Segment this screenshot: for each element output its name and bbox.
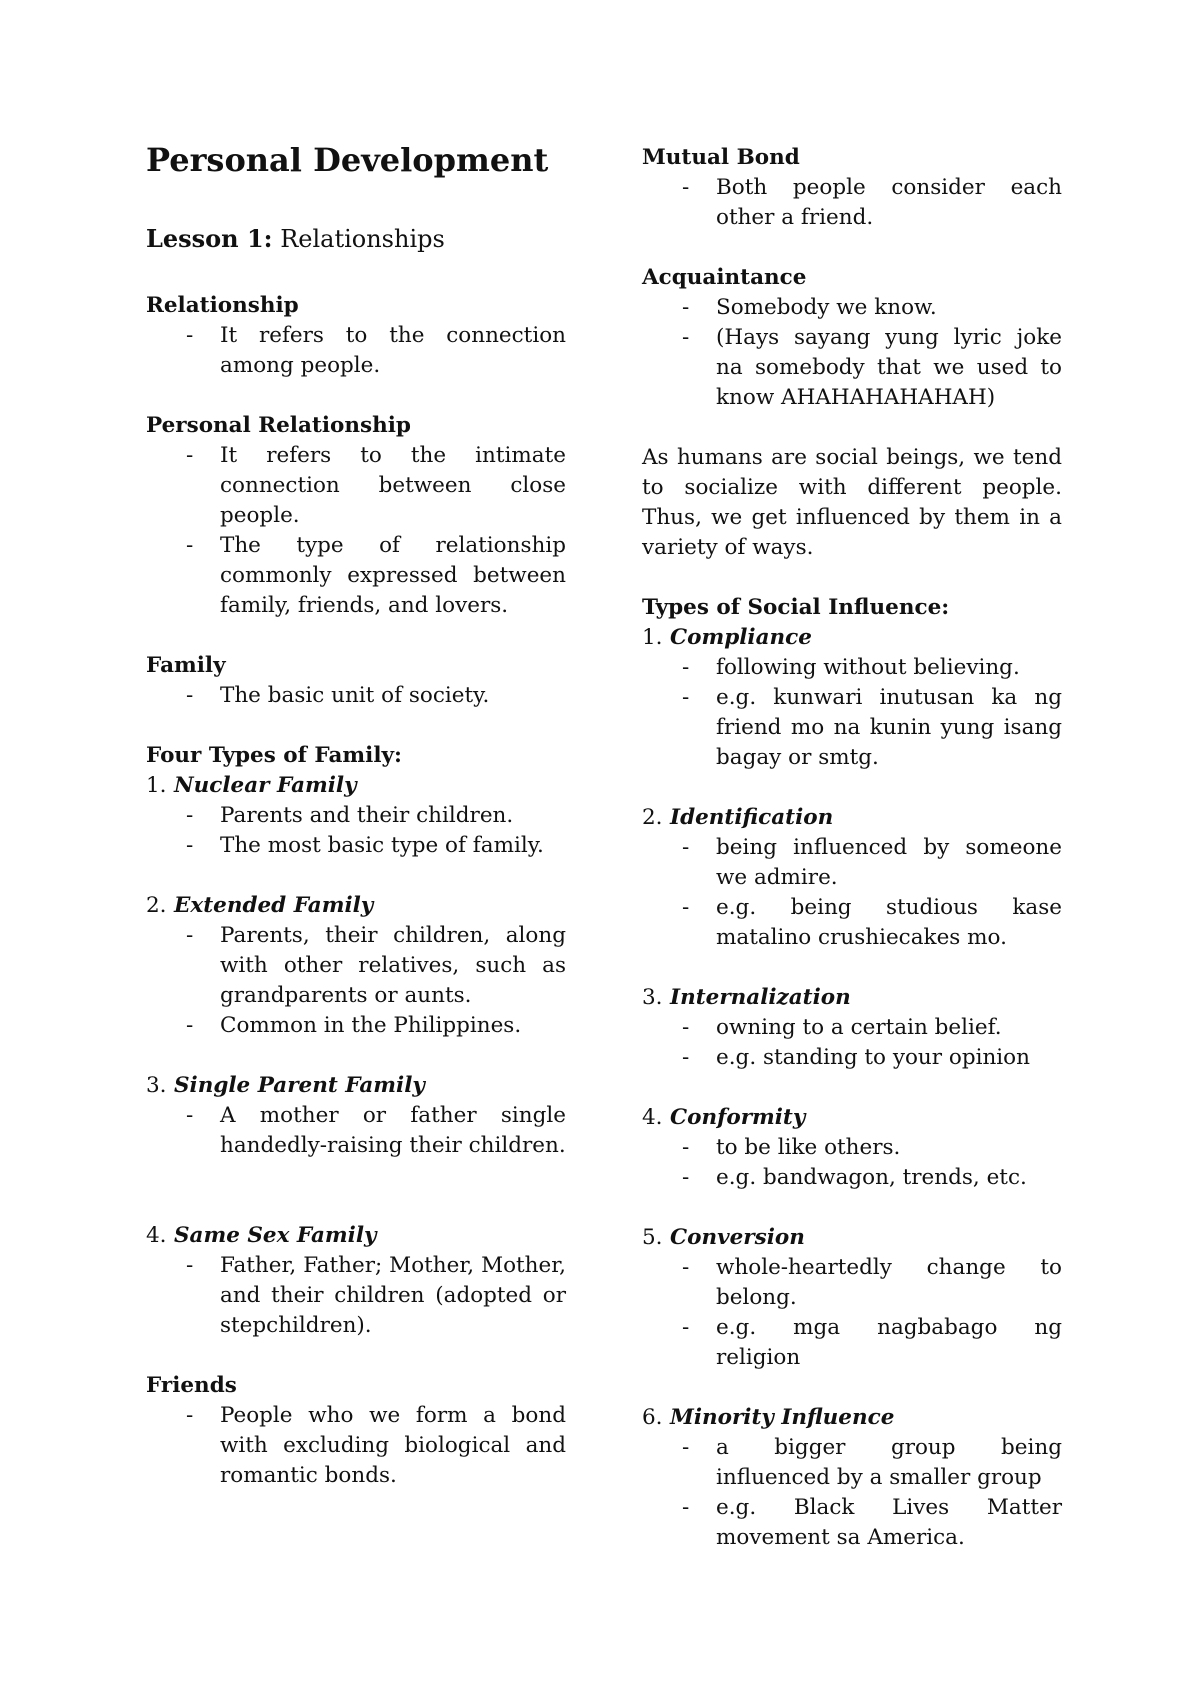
- item-number: 1.: [146, 773, 167, 798]
- bullet-item: - e.g. being studious kase matalino crushiecakes mo.: [682, 895, 1062, 950]
- item-number: 6.: [642, 1405, 663, 1430]
- bullet-item: - whole-heartedly change to belong.: [682, 1255, 1062, 1310]
- influence-minority: [642, 1403, 1062, 1553]
- item-number: 3.: [146, 1073, 167, 1098]
- section-mutual-bond: [642, 143, 1062, 233]
- bullet-item: - e.g. kunwari inutusan ka ng friend mo na kunin yung isang bagay or smtg.: [682, 685, 1062, 770]
- bullet-item: - to be like others.: [682, 1135, 901, 1160]
- bullet-item: - The type of relationship commonly expressed between family, friends, and lovers.: [186, 533, 566, 618]
- item-name: Extended Family: [174, 893, 374, 918]
- bullet-item: - The most basic type of family.: [186, 833, 544, 858]
- influence-compliance: [642, 623, 1062, 773]
- lesson-line: [146, 223, 445, 255]
- item-name: Same Sex Family: [174, 1223, 377, 1248]
- item-number: 5.: [642, 1225, 663, 1250]
- bullet-item: - Somebody we know.: [682, 295, 937, 320]
- intro-paragraph: As humans are social beings, we tend to socialize with different people. Thus, we get influenced by them in a variety of ways.: [642, 445, 1062, 560]
- section-heading: Friends: [146, 1373, 237, 1398]
- lesson-label: Lesson 1:: [146, 224, 273, 253]
- bullet-item: - Both people consider each other a friend.: [682, 175, 1062, 230]
- bullet-item: - e.g. Black Lives Matter movement sa America.: [682, 1495, 1062, 1550]
- bullet-item: - Common in the Philippines.: [186, 1013, 522, 1038]
- bullet-item: - A mother or father single handedly-raising their children.: [186, 1103, 566, 1158]
- bullet-item: - It refers to the connection among people.: [186, 323, 566, 378]
- type-same-sex-family: [146, 1221, 566, 1341]
- item-name: Nuclear Family: [174, 773, 357, 798]
- page-title: Personal Development: [146, 141, 549, 179]
- influence-conformity: [642, 1103, 1062, 1193]
- item-number: 1.: [642, 625, 663, 650]
- section-heading: Types of Social Influence:: [642, 595, 950, 620]
- bullet-item: - e.g. bandwagon, trends, etc.: [682, 1165, 1027, 1190]
- bullet-item: - following without believing.: [682, 655, 1020, 680]
- item-name: Identification: [670, 805, 834, 830]
- item-number: 4.: [146, 1223, 167, 1248]
- bullet-item: - It refers to the intimate connection between close people.: [186, 443, 566, 528]
- section-relationship: [146, 291, 566, 381]
- bullet-item: - e.g. mga nagbabago ng religion: [682, 1315, 1062, 1370]
- item-number: 2.: [642, 805, 663, 830]
- item-number: 4.: [642, 1105, 663, 1130]
- section-personal-relationship: [146, 411, 566, 621]
- bullet-item: - being influenced by someone we admire.: [682, 835, 1062, 890]
- bullet-item: - Father, Father; Mother, Mother, and their children (adopted or stepchildren).: [186, 1253, 566, 1338]
- item-name: Internalization: [670, 985, 851, 1010]
- item-name: Conformity: [670, 1105, 806, 1130]
- item-number: 2.: [146, 893, 167, 918]
- item-name: Conversion: [670, 1225, 805, 1250]
- item-name: Minority Influence: [670, 1405, 895, 1430]
- bullet-item: - Parents and their children.: [186, 803, 514, 828]
- section-family: [146, 651, 566, 711]
- influence-conversion: [642, 1223, 1062, 1373]
- type-single-parent-family: [146, 1071, 566, 1161]
- bullet-item: - e.g. standing to your opinion: [682, 1045, 1030, 1070]
- item-name: Compliance: [670, 625, 812, 650]
- bullet-item: - a bigger group being influenced by a smaller group: [682, 1435, 1062, 1490]
- bullet-item: - (Hays sayang yung lyric joke na somebody that we used to know AHAHAHAHAHAH): [682, 325, 1062, 410]
- type-extended-family: [146, 891, 566, 1041]
- bullet-item: - Parents, their children, along with other relatives, such as grandparents or aunts.: [186, 923, 566, 1008]
- item-number: 3.: [642, 985, 663, 1010]
- type-nuclear-family: [146, 771, 566, 861]
- bullet-item: - The basic unit of society.: [186, 683, 490, 708]
- influence-identification: [642, 803, 1062, 953]
- item-name: Single Parent Family: [174, 1073, 425, 1098]
- bullet-item: - owning to a certain belief.: [682, 1015, 1002, 1040]
- influence-internalization: [642, 983, 1062, 1073]
- bullet-item: - People who we form a bond with excluding biological and romantic bonds.: [186, 1403, 566, 1488]
- section-friends: [146, 1371, 566, 1491]
- section-heading: Four Types of Family:: [146, 743, 402, 768]
- lesson-topic: Relationships: [280, 225, 445, 253]
- social-influence-heading-block: [642, 593, 1062, 623]
- section-acquaintance: [642, 263, 1062, 413]
- section-heading: Relationship: [146, 293, 299, 318]
- section-heading: Family: [146, 653, 226, 678]
- intro-paragraph-block: [642, 443, 1062, 563]
- four-types-heading-block: [146, 741, 566, 771]
- section-heading: Acquaintance: [642, 265, 807, 290]
- section-heading: Mutual Bond: [642, 145, 800, 170]
- section-heading: Personal Relationship: [146, 413, 411, 438]
